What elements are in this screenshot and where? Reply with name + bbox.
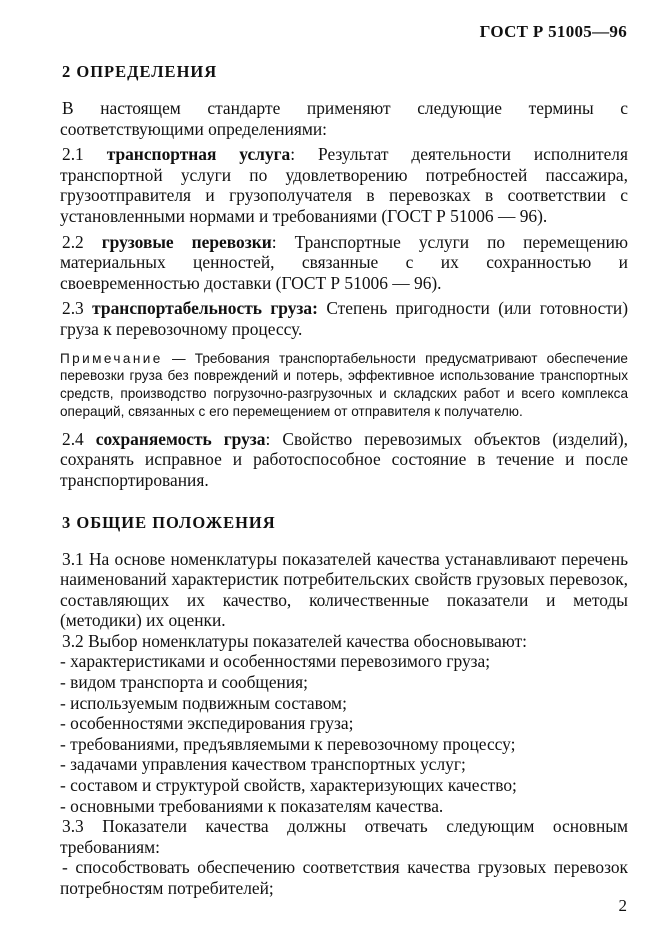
note-block <box>60 350 628 421</box>
paragraph-3-3-item-1: - способствовать обеспечению соответствия качества грузовых перевозок потребностям потребителей; <box>60 857 628 898</box>
definition-term: транспортабельность груза: <box>92 298 318 319</box>
page-number: 2 <box>618 896 627 915</box>
section-3-title: 3 ОБЩИЕ ПОЛОЖЕНИЯ <box>62 512 276 532</box>
list-item: - особенностями экспедирования груза; <box>60 713 628 734</box>
definition-text: Транспортные услуги по перемещению материальных ценностей, связанные с их сохранностью и своевременностью доставки (ГОСТ Р 51006 — 96). <box>60 231 628 293</box>
definition-number: 2.1 <box>62 144 84 165</box>
definition-number: 2.2 <box>62 231 84 252</box>
paragraph-3-2: 3.2 Выбор номенклатуры показателей качества обосновывают: <box>62 630 527 651</box>
list-item: - видом транспорта и сообщения; <box>60 672 628 693</box>
list-item: - основными требованиями к показателям качества. <box>60 796 628 817</box>
definition-2-4 <box>60 429 628 491</box>
section-2-intro: В настоящем стандарте применяют следующие термины с соответствующими определениями: <box>60 98 628 139</box>
list-item: - задачами управления качеством транспортных услуг; <box>60 754 628 775</box>
note-label: Примечание <box>60 350 163 366</box>
paragraph-3-3: 3.3 Показатели качества должны отвечать следующим основным требованиям: <box>60 816 628 857</box>
definition-term: сохраняемость груза <box>95 428 266 449</box>
definition-separator: : <box>271 231 277 252</box>
list-item: - используемым подвижным составом; <box>60 693 628 714</box>
definition-term: грузовые перевозки <box>101 231 272 252</box>
list-item: - характеристиками и особенностями перевозимого груза; <box>60 651 628 672</box>
definition-separator: : <box>290 144 296 165</box>
list-item: - составом и структурой свойств, характеризующих качество; <box>60 775 628 796</box>
definition-number: 2.4 <box>62 428 84 449</box>
list-item: - требованиями, предъявляемыми к перевозочному процессу; <box>60 734 628 755</box>
definition-2-3 <box>60 298 628 339</box>
definition-separator: : <box>265 428 271 449</box>
document-header: ГОСТ Р 51005—96 <box>479 22 627 41</box>
list-3-2 <box>60 651 628 816</box>
definition-text: Свойство перевозимых объектов (изделий), сохранять исправное и работоспособное состояние в течение и после транспортирования. <box>60 428 628 490</box>
page-content <box>60 62 628 899</box>
definition-text: Результат деятельности исполнителя транспортной услуги по удовлетворению потребностей пассажира, грузоотправителя и грузополучателя в перевозках в соответствии с установленными нормами и требованиями (ГОСТ Р 51006 — 96). <box>60 144 628 226</box>
definition-2-1 <box>60 144 628 226</box>
paragraph-3-1: 3.1 На основе номенклатуры показателей качества устанавливают перечень наименований характеристик потребительских свойств грузовых перевозок, составляющих их качество, количественные показатели и методы (методики) их оценки. <box>60 548 628 631</box>
definition-text: Степень пригодности (или готовности) груза к перевозочному процессу. <box>60 298 628 339</box>
note-text: — Требования транспортабельности предусматривают обеспечение перевозки груза без повреждений и потерь, эффективное использование транспортных средств, производство погрузочно-разгрузочных и складских работ и всего комплекса операций, связанных с его перемещением от отправителя к получателю. <box>60 350 628 419</box>
section-2-title: 2 ОПРЕДЕЛЕНИЯ <box>62 62 218 81</box>
definition-term: транспортная услуга <box>106 144 291 165</box>
definition-2-2 <box>60 232 628 294</box>
definition-number: 2.3 <box>62 298 84 319</box>
